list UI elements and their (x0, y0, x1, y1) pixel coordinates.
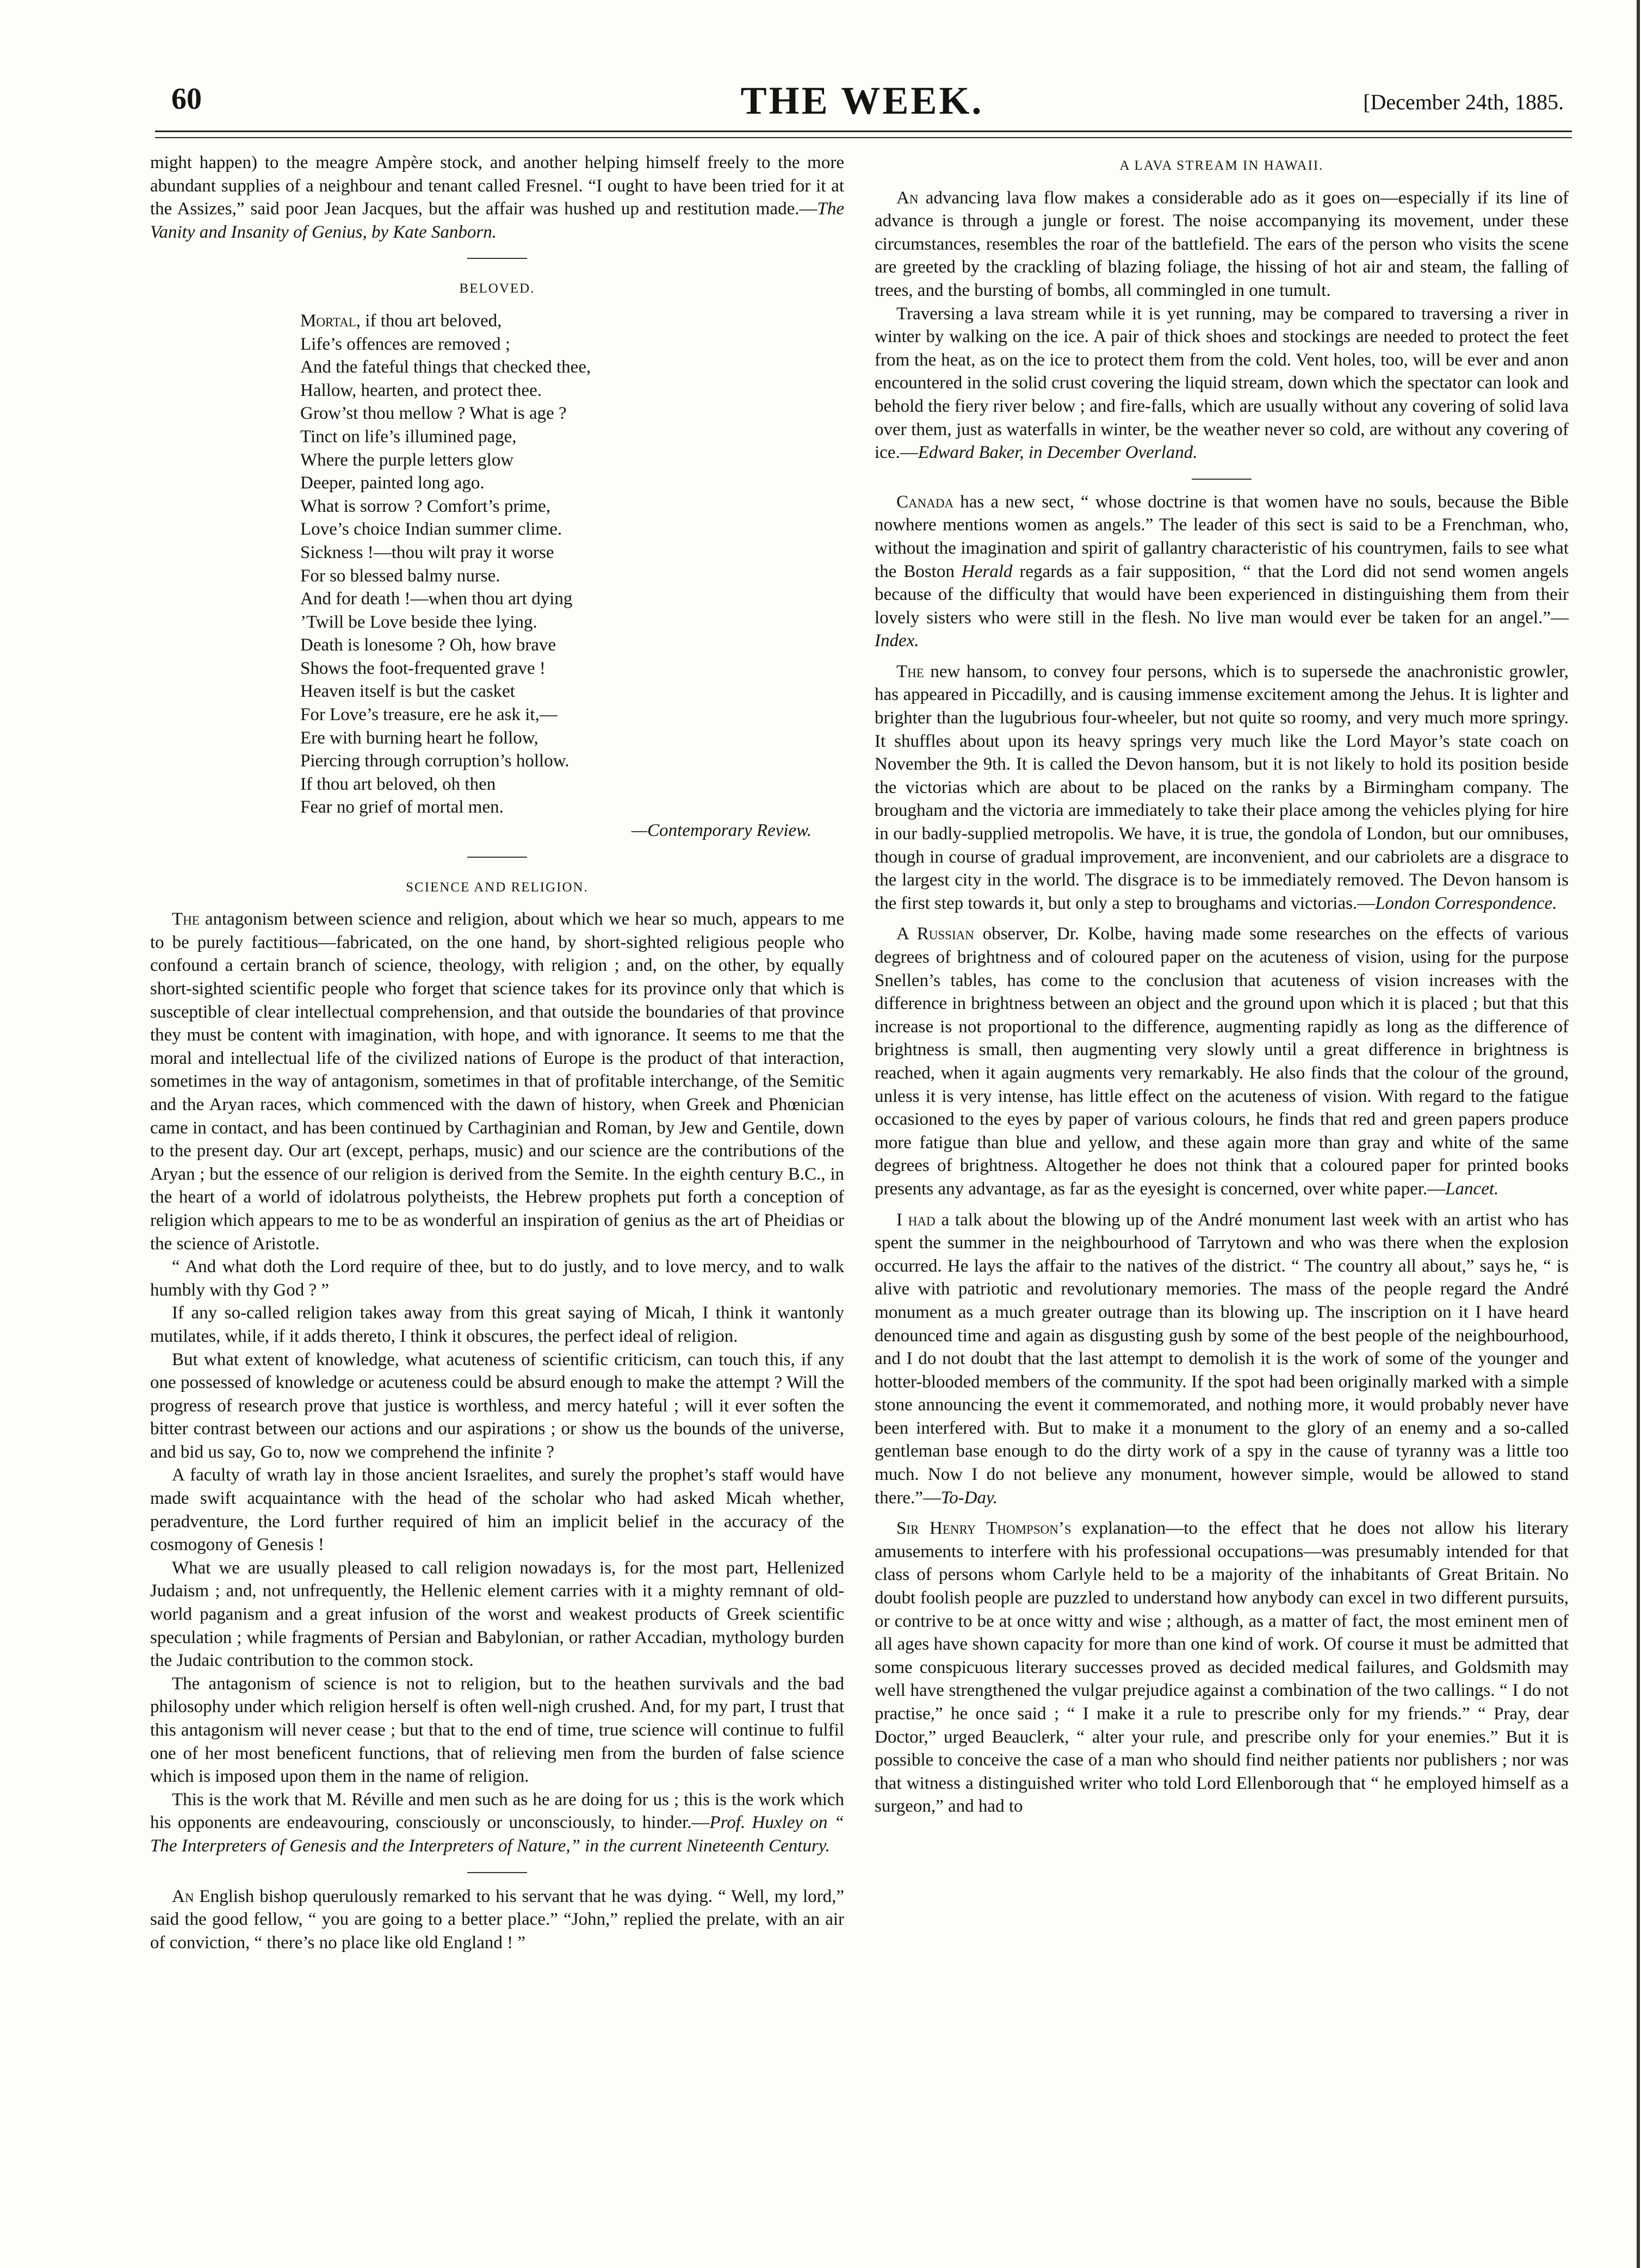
poem (300, 309, 844, 819)
poem-line: Love’s choice Indian summer clime. (300, 519, 562, 540)
poem-heading: BELOVED. (459, 281, 535, 296)
section-divider (467, 258, 527, 259)
article-paragraph: Canada has a new sect, “ whose doctrine is that women have no souls, because the Bible nowhere mentions women as angels.” The leader of this sect is said to be a Frenchman, who, without the imagination and spirit of gallantry characteristic of his countrymen, fails to see what the Boston Herald regards as a fair supposition, “ that the Lord did not send women angels because of the difficulty that would have been experienced in distinguishing them from their lovely sisters who were still in the flesh. No live man would ever be taken for an angel.”—Index. (875, 492, 1569, 651)
continued-paragraph: might happen) to the meagre Ampère stock, and another helping himself freely to the more abundant supplies of a neighbour and tenant called Fresnel. “I ought to have been tried for it at the Assizes,” said poor Jean Jacques, but the affair was hushed up and restitution made.—The Vanity and Insanity of Genius, by Kate Sanborn. (150, 153, 844, 242)
issue-date: [December 24th, 1885. (1363, 90, 1564, 114)
poem-line: What is sorrow ? Comfort’s prime, (300, 496, 551, 516)
source-citation: Lancet. (1445, 1179, 1499, 1199)
article-paragraph: A faculty of wrath lay in those ancient Israelites, and surely the prophet’s staff would have made swift acquaintance with the head of the scholar who had asked Micah whether, peradventure, the Lord further required of him an implicit belief in the accuracy of the cosmogony of Genesis ! (150, 1465, 844, 1555)
article-paragraph: What we are usually pleased to call religion nowadays is, for the most part, Hellenized Judaism ; and, not unfrequently, the Hellenic element carries with it a mighty remnant of old-world paganism and a great infusion of the worst and weakest products of Greek scientific speculation ; while fragments of Persian and Babylonian, or rather Accadian, mythology burden the Judaic contribution to the common stock. (150, 1558, 844, 1671)
section-divider (467, 1872, 527, 1873)
article-paragraph: But what extent of knowledge, what acuteness of scientific criticism, can touch this, if any one possessed of knowledge or acuteness could be absurd enough to make the attempt ? Will the progress of research prove that justice is worthless, and mercy hateful ; will it ever soften the bitter contrast between our actions and our aspirations ; or show us the bounds of the universe, and bid us say, Go to, now we comprehend the infinite ? (150, 1349, 844, 1462)
source-citation: London Correspondence. (1375, 893, 1557, 913)
header-rule-thin (155, 137, 1572, 138)
poem-line: For Love’s treasure, ere he ask it,— (300, 705, 558, 725)
article-paragraph: The antagonism of science is not to religion, but to the heathen survivals and the bad philosophy under which religion herself is often well-nigh crushed. And, for my part, I trust that this antagonism will never cease ; but that to the end of time, true science will continue to fulfil one of her most beneficent functions, that of relieving men from the burden of false science which is imposed upon them in the name of religion. (150, 1674, 844, 1787)
poem-line: Tinct on life’s illumined page, (300, 426, 517, 447)
left-column (150, 151, 844, 1954)
article-heading: A LAVA STREAM IN HAWAII. (1119, 158, 1324, 173)
article-paragraph: An advancing lava flow makes a considerable ado as it goes on—especially if its line of advance is through a jungle or forest. The noise accompanying its movement, under these circumstances, resembles the roar of the battlefield. The ears of the person who visits the scene are greeted by the crackling of blazing foliage, the hissing of hot air and steam, the falling of trees, and the bursting of bombs, all commingled in one tumult. (875, 188, 1569, 300)
article-paragraph: If any so-called religion takes away from this great saying of Micah, I think it wantonly mutilates, while, if it adds thereto, I think it obscures, the perfect ideal of religion. (150, 1303, 844, 1346)
poem-line: Mortal, if thou art beloved, (300, 311, 502, 331)
publication-title: THE WEEK. (740, 79, 984, 122)
poem-line: And for death !—when thou art dying (300, 589, 573, 609)
poem-line: Fear no grief of mortal men. (300, 797, 504, 817)
article-heading: SCIENCE AND RELIGION. (406, 879, 589, 895)
page-number: 60 (171, 82, 202, 116)
poem-line: ’Twill be Love beside thee lying. (300, 612, 537, 632)
poem-line: Deeper, painted long ago. (300, 473, 485, 493)
article-paragraph: The antagonism between science and religion, about which we hear so much, appears to me to be purely factitious—fabricated, on the one hand, by short-sighted religious people who confound a certain branch of science, theology, with religion ; and, on the other, by equally short-sighted scientific people who forget that science takes for its province only that which is susceptible of clear intellectual comprehension, and that outside the boundaries of that province they must be content with imagination, with hope, and with ignorance. It seems to me that the moral and intellectual life of the civilized nations of Europe is the product of that interaction, sometimes in the way of antagonism, sometimes in that of profitable interchange, of the Semitic and the Aryan races, which commenced with the dawn of history, when Greek and Phœnician came in contact, and has been continued by Carthaginian and Roman, by Jew and Gentile, down to the present day. Our art (except, perhaps, music) and our science are the contributions of the Aryan ; but the essence of our religion is derived from the Semite. In the eighth century B.C., in the heart of a world of idolatrous polytheists, the Hebrew prophets put forth a conception of religion which appears to me to be as wonderful an inspiration of genius as the art of Pheidias or the science of Aristotle. (150, 909, 844, 1254)
article-paragraph: This is the work that M. Réville and men such as he are doing for us ; this is the work which his opponents are endeavouring, consciously or unconsciously, to hinder.—Prof. Huxley on “ The Interpreters of Genesis and the Interpreters of Nature,” in the current Nineteenth Century. (150, 1789, 844, 1856)
article-paragraph: A Russian observer, Dr. Kolbe, having made some researches on the effects of various degrees of brightness and of coloured paper on the acuteness of vision, using for the purpose Snellen’s tables, has come to the conclusion that acuteness of vision increases with the difference in brightness between an object and the ground upon which it is placed ; but that this increase is not proportional to the difference, augmenting rapidly as long as the difference of brightness is small, then augmenting very slowly until a great difference in brightness is reached, when it again augments very remarkably. He also finds that the colour of the ground, unless it is very intense, has little effect on the acuteness of vision. With regard to the fatigue occasioned to the eyes by paper of various colours, he finds that red and green papers produce more fatigue than blue and yellow, and these again more than gray and white of the same degrees of brightness. Altogether he does not think that a coloured paper for printed books presents any advantage, as far as the eyesight is concerned, over white paper.—Lancet. (875, 924, 1569, 1199)
poem-line: Heaven itself is but the casket (300, 681, 515, 702)
right-column (875, 151, 1569, 1818)
poem-line: For so blessed balmy nurse. (300, 566, 500, 586)
source-citation: Prof. Huxley on “ The Interpreters of Genesis and the Interpreters of Nature,” in the current Nineteenth Century. (150, 1813, 844, 1856)
poem-line: Ere with burning heart he follow, (300, 728, 538, 748)
article-paragraph: Sir Henry Thompson’s explanation—to the effect that he does not allow his literary amusements to interfere with his professional occupations—was presumably intended for that class of persons whom Carlyle held to be a majority of the inhabitants of Great Britain. No doubt foolish people are puzzled to understand how anybody can excel in two different pursuits, or contrive to be at once witty and wise ; although, as a matter of fact, the most eminent men of all ages have shown capacity for more than one kind of work. Of course it must be admitted that some conspicuous literary successes proved as decided medical failures, and Goldsmith may well have strengthened the vulgar prejudice against a combination of the two callings. “ I do not practise,” he once said ; “ I make it a rule to prescribe only for my friends.” “ Pray, dear Doctor,” urged Beauclerk, “ alter your rule, and prescribe only for your enemies.” But it is possible to conceive the case of a man who should find neither patients nor publishers ; nor was that witness a distinguished writer who told Lord Ellenborough that “ he employed himself as a surgeon,” and had to (875, 1519, 1569, 1817)
source-citation: The Vanity and Insanity of Genius, by Kate Sanborn. (150, 199, 844, 242)
anecdote-paragraph: An English bishop querulously remarked to his servant that he was dying. “ Well, my lord,” said the good fellow, “ you are going to a better place.” “John,” replied the prelate, with an air of conviction, “ there’s no place like old England ! ” (150, 1886, 844, 1953)
poem-line: Sickness !—thou wilt pray it worse (300, 542, 554, 562)
binding-edge-mark (1629, 0, 1641, 2268)
section-divider (1192, 479, 1252, 480)
header-rule (155, 131, 1572, 132)
section-divider (467, 857, 527, 858)
poem-line: If thou art beloved, oh then (300, 774, 496, 794)
poem-source: —Contemporary Review. (631, 821, 812, 841)
page-header (155, 79, 1569, 125)
poem-line: And the fateful things that checked thee, (300, 357, 591, 377)
poem-line: Grow’st thou mellow ? What is age ? (300, 404, 567, 424)
poem-line: Death is lonesome ? Oh, how brave (300, 635, 556, 655)
poem-line: Life’s offences are removed ; (300, 334, 511, 354)
poem-line: Hallow, hearten, and protect thee. (300, 380, 542, 400)
article-paragraph: Traversing a lava stream while it is yet running, may be compared to traversing a river in winter by walking on the ice. A pair of thick shoes and stockings are needed to protect the feet from the heat, as on the ice to protect them from the cold. Vent holes, too, will be ever and anon encountered in the solid crust covering the liquid stream, down which the spectator can look and behold the fiery river below ; and fire-falls, which are usually without any covering of solid lava over them, just as waterfalls in winter, be the weather never so cold, are without any covering of ice.—Edward Baker, in December Overland. (875, 303, 1569, 463)
poem-line: Piercing through corruption’s hollow. (300, 751, 569, 771)
article-paragraph: The new hansom, to convey four persons, which is to supersede the anachronistic growler, has appeared in Piccadilly, and is causing immense excitement among the Jehus. It is lighter and brighter than the lugubrious four-wheeler, but not quite so roomy, and very much more springy. It shuffles about upon its heavy springs very much like the Lord Mayor’s state coach on November the 9th. It is called the Devon hansom, but it is not likely to hold its position beside the victorias which are about to be placed on the ranks by a Birmingham company. The brougham and the victoria are immediately to take their place among the vehicles plying for hire in our badly-supplied metropolis. We have, it is true, the gondola of London, but our omnibuses, though in course of gradual improvement, are inconvenient, and our cabriolets are a disgrace to the largest city in the world. The disgrace is to be immediately removed. The Devon hansom is the first step towards it, but only a step to broughams and victorias.—London Correspondence. (875, 661, 1569, 913)
article-paragraph: I had a talk about the blowing up of the André monument last week with an artist who has spent the summer in the neighbourhood of Tarrytown and who was there when the explosion occurred. He lays the affair to the natives of the district. “ The country all about,” says he, “ is alive with patriotic and revolutionary memories. The mass of the people regard the André monument as a much greater outrage than its blowing up. The inscription on it I have heard denounced time and again as disgusting gush by some of the best people of the neighbourhood, and I do not doubt that the last attempt to demolish it is the work of some of the younger and hotter-blooded members of the community. If the spot had been originally marked with a simple stone announcing the event it commemorated, and nothing more, it would probably never have been interfered with. But to make it a monument to the glory of an enemy and a so-called gentleman base enough to do the dirty work of a spy in the cause of tyranny was a little too much. Now I do not believe any monument, however simple, would be allowed to stand there.”—To-Day. (875, 1210, 1569, 1508)
source-citation: Edward Baker, in December Overland. (918, 443, 1198, 463)
poem-line: Shows the foot-frequented grave ! (300, 658, 546, 678)
source-citation: Index. (875, 631, 919, 651)
article-paragraph: “ And what doth the Lord require of thee, but to do justly, and to love mercy, and to walk humbly with thy God ? ” (150, 1257, 844, 1300)
source-citation: To-Day. (940, 1488, 998, 1508)
poem-line: Where the purple letters glow (300, 450, 514, 470)
